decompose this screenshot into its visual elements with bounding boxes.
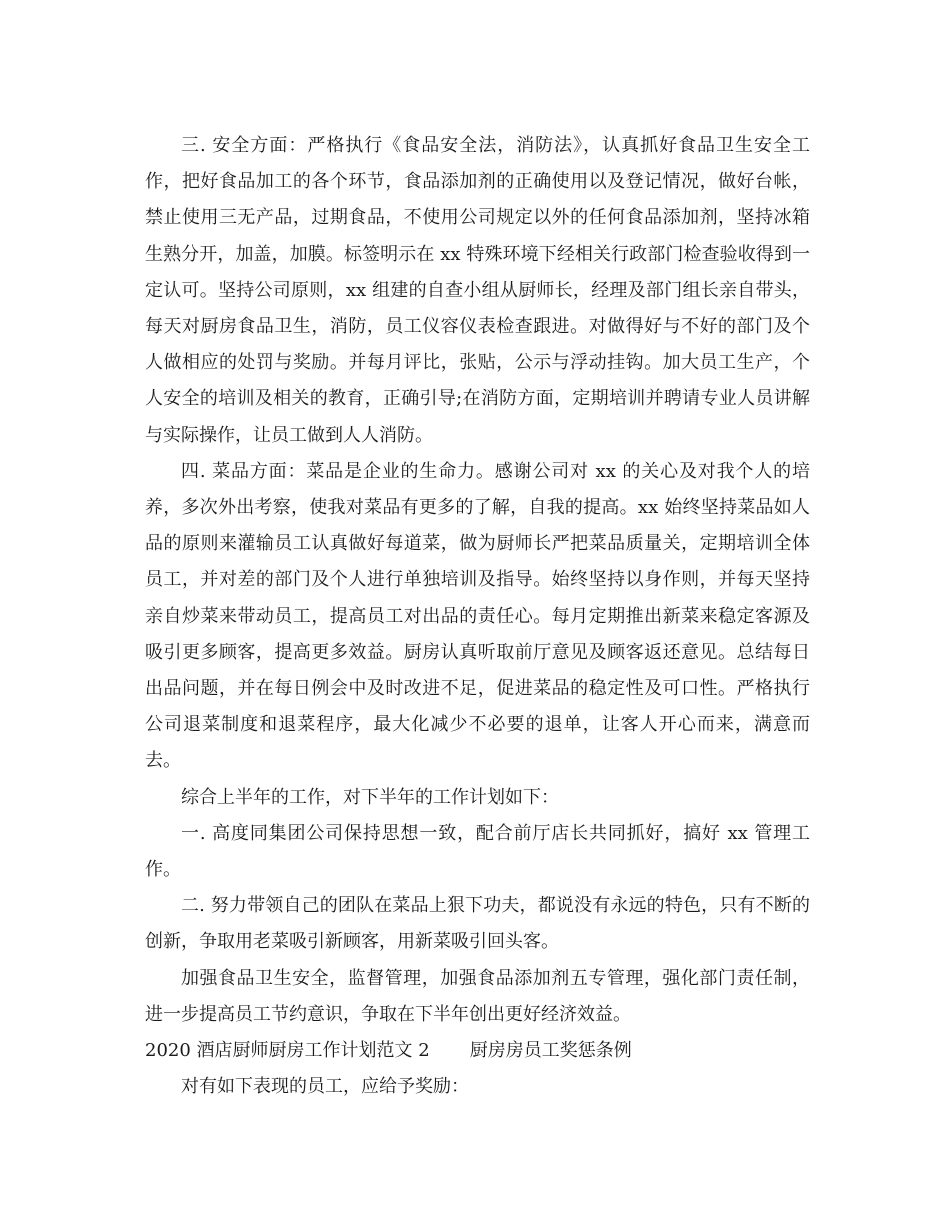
section-subtitle: 厨房房员工奖惩条例 [469,1040,632,1062]
paragraph-dishes: 四. 菜品方面：菜品是企业的生命力。感谢公司对 xx 的关心及对我个人的培养，多次外出考察，使我对菜品有更多的了解，自我的提高。xx 始终坚持菜品如人品的原则来灌输员工认真做好每道菜，做为厨师长严把菜品质量关，定期培训全体员工，并对差的部门及个人进行单独培训及指导。始终坚持以身作则，并每天坚持亲自炒菜来带动员工，提高员工对出品的责任心。每月定期推出新菜来稳定客源及吸引更多顾客，提高更多效益。厨房认真听取前厅意见及顾客返还意见。总结每日出品问题，并在每日例会中及时改进不足，促进菜品的稳定性及可口性。严格执行公司退菜制度和退菜程序，最大化减少不必要的退单，让客人开心而来，满意而去。 [145,460,810,772]
paragraph-plan-two: 二. 努力带领自己的团队在菜品上狠下功夫，都说没有永远的特色，只有不断的创新，争取用老菜吸引新顾客，用新菜吸引回头客。 [145,895,810,953]
document-body [145,128,810,1105]
paragraph-food-hygiene: 加强食品卫生安全，监督管理，加强食品添加剂五专管理，强化部门责任制，进一步提高员工节约意识，争取在下半年创出更好经济效益。 [145,967,810,1025]
paragraph-plan-one: 一. 高度同集团公司保持思想一致，配合前厅店长共同抓好，搞好 xx 管理工作。 [145,822,810,881]
paragraph-safety: 三. 安全方面：严格执行《食品安全法，消防法》，认真抓好食品卫生安全工作，把好食品加工的各个环节，食品添加剂的正确使用以及登记情况，做好台帐，禁止使用三无产品，过期食品，不使用公司规定以外的任何食品添加剂，坚持冰箱生熟分开，加盖，加膜。标签明示在 xx 特殊环境下经相关行政部门检查验收得到一定认可。坚持公司原则，xx 组建的自查小组从厨师长，经理及部门组长亲自带头，每天对厨房食品卫生，消防，员工仪容仪表检查跟进。对做得好与不好的部门及个人做相应的处罚与奖励。并每月评比，张贴，公示与浮动挂钩。加大员工生产，个人安全的培训及相关的教育，正确引导;在消防方面，定期培训并聘请专业人员讲解与实际操作，让员工做到人人消防。 [145,135,810,446]
paragraph-rewards-intro: 对有如下表现的员工，应给予奖励： [181,1076,469,1098]
section-heading [145,1033,810,1069]
section-title: 2020 酒店厨师厨房工作计划范文 2 [145,1040,430,1062]
paragraph-summary: 综合上半年的工作，对下半年的工作计划如下： [181,786,559,808]
